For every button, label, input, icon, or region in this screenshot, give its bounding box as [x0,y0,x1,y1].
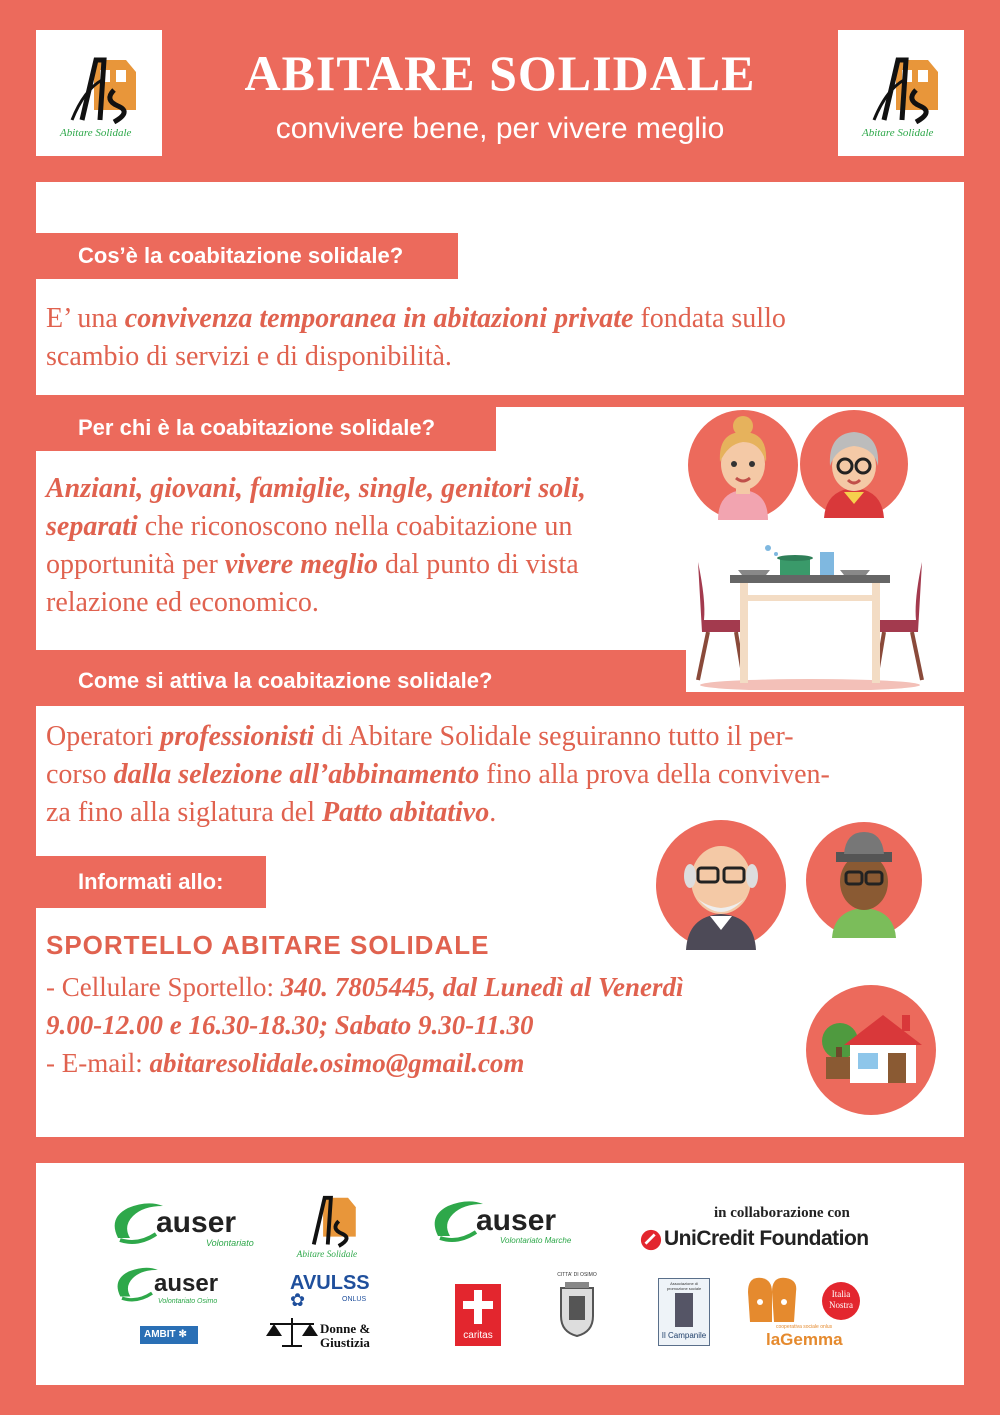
text-span: opportunità per [46,549,225,580]
phone-value: 340. 7805445, dal Lunedì al Venerdì [280,972,684,1002]
text-line: scambio di servizi e di disponibilità. [46,341,452,372]
phone-label: - Cellulare Sportello: [46,972,281,1002]
text-span: Operatori [46,721,161,752]
svg-text:Abitare Solidale: Abitare Solidale [296,1249,358,1260]
header-logo-right [838,30,964,156]
auser-name: auser [154,1270,219,1297]
auser-name: auser [476,1204,557,1237]
abitare-solidale-logo [846,50,956,140]
auser-name: auser [156,1206,237,1239]
section-heading-how: Come si attiva la coabitazione solidale? [36,658,596,704]
young-woman-avatar [688,410,798,520]
auser-sub: Volontariato Osimo [158,1298,218,1305]
cross-icon [463,1290,493,1324]
text-emphasis: Anziani, giovani, famiglie, single, genitori soli, [46,473,586,504]
auser-sub: Volontariato Marche [500,1236,572,1245]
text-emphasis: separati [46,511,138,542]
ambit-name: AMBIT [144,1329,176,1340]
osimo-name: CITTA' DI OSIMO [557,1272,597,1278]
text-span: E’ una [46,303,125,334]
collab-label: in collaborazione con [714,1205,850,1221]
header-logo-left [36,30,162,156]
email-label: - E-mail: [46,1048,150,1078]
unicredit-logo [640,1226,880,1256]
section-heading-info: Informati allo: [36,856,266,908]
text-span: corso [46,759,114,790]
text-emphasis: dalla selezione all’abbinamento [113,759,480,790]
lagemma-name: laGemma [766,1330,843,1349]
text-span: fondata sullo [633,303,786,334]
text-span: fino alla prova della conviven- [479,759,830,790]
lagemma-top: cooperativa sociale onlus [776,1324,833,1330]
avulss-name: AVULSS [290,1272,370,1294]
ambit-logo: AMBIT ✻ [140,1326,198,1344]
auser-sub: Volontariato [206,1238,254,1248]
svg-text:Abitare Solidale: Abitare Solidale [60,127,132,139]
auser-osimo-logo [112,1262,232,1308]
svg-text:Abitare Solidale: Abitare Solidale [862,127,934,139]
text-emphasis: convivenza temporanea in abitazioni private [124,303,634,334]
text-emphasis: vivere meglio [224,549,378,580]
avulss-logo [286,1272,376,1308]
section-heading-what: Cos’è la coabitazione solidale? [36,233,458,279]
caritas-logo [455,1284,501,1346]
italia-nostra-logo [822,1282,860,1320]
lagemma-logo [766,1324,856,1354]
avulss-sub: ONLUS [342,1296,367,1303]
text-span: dal punto di vista [378,549,579,580]
text-span: che riconoscono nella coabitazione un [137,511,573,542]
campanile-top: Associazione di promozione sociale [666,1281,702,1291]
osimo-crest-logo [552,1272,602,1348]
page-subtitle: convivere bene, per vivere meglio [275,112,725,145]
section-text-who [46,470,686,622]
crest-icon [557,1282,597,1338]
section-text-what [46,300,946,376]
text-line: relazione ed economico. [46,587,319,618]
dining-table-illustration [680,540,940,690]
donne-giustizia-logo [262,1314,398,1354]
text-emphasis: Patto abitativo [322,797,490,828]
office-title: SPORTELLO ABITARE SOLIDALE [46,930,490,960]
gloves-icon [742,1272,802,1328]
abitare-solidale-logo [44,50,154,140]
man-with-hat-avatar [806,822,922,938]
abitare-solidale-small-logo [282,1190,372,1260]
donne-giustizia-name: Donne & Giustizia [320,1321,371,1350]
tower-icon [675,1293,693,1327]
italia-nostra-name: Italia Nostra [829,1289,853,1310]
hours-value: 9.00-12.00 e 16.30-18.30; Sabato 9.30-11.30 [46,1010,534,1040]
text-span: di Abitare Solidale seguiranno tutto il per- [314,721,794,752]
text-span: za fino alla siglatura del [46,797,322,828]
page-title: ABITARE SOLIDALE [244,45,756,101]
auser-logo [108,1198,268,1248]
text-span: . [489,797,497,828]
elderly-woman-avatar [800,410,908,518]
elderly-man-avatar [656,820,786,950]
campanile-logo [658,1278,710,1346]
email-link[interactable]: abitaresolidale.osimo@gmail.com [149,1048,525,1078]
divider-band [686,692,964,706]
auser-marche-logo [428,1196,588,1246]
unicredit-name: UniCredit Foundation [664,1227,869,1250]
section-text-how [46,718,961,832]
scales-icon [262,1316,322,1350]
office-contacts [46,968,826,1082]
text-emphasis: professionisti [160,721,315,752]
caritas-name: caritas [463,1330,493,1341]
campanile-name: Il Campanile [661,1331,707,1340]
section-heading-who: Per chi è la coabitazione solidale? [36,405,496,451]
unicredit-icon [640,1229,662,1251]
flower-icon: ✿ [290,1290,306,1310]
